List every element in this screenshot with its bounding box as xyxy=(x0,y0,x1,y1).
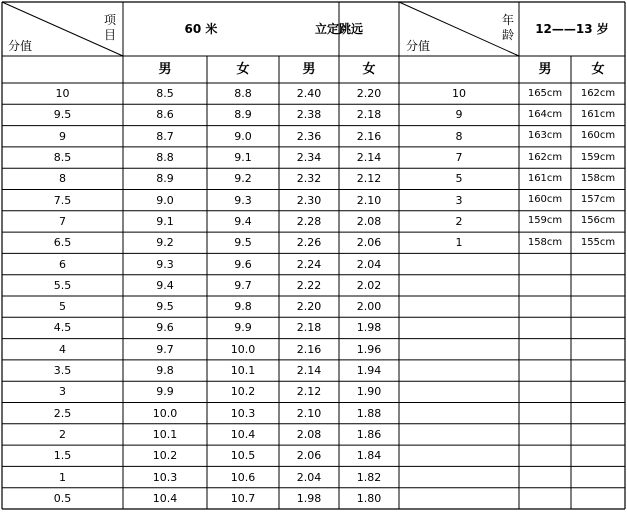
score-cell: 2.5 xyxy=(53,406,72,420)
sprint-female-cell: 10.2 xyxy=(230,385,256,399)
sprint-female-cell: 9.4 xyxy=(234,214,252,228)
subheader-jump-male: 男 xyxy=(302,62,316,77)
height-female-cell: 161cm xyxy=(580,108,616,120)
sprint-male-cell: 10.4 xyxy=(152,491,178,505)
score-cell: 2 xyxy=(59,427,66,441)
sprint-male-cell: 9.5 xyxy=(156,300,174,314)
age-score-cell: 1 xyxy=(455,236,463,250)
sprint-male-cell: 8.5 xyxy=(156,87,174,101)
jump-male-cell: 2.12 xyxy=(296,385,322,399)
sprint-female-cell: 8.9 xyxy=(234,108,252,122)
sprint-female-cell: 10.7 xyxy=(230,491,256,505)
jump-female-cell: 2.20 xyxy=(356,87,382,101)
jump-female-cell: 2.02 xyxy=(356,278,382,292)
sprint-female-cell: 9.6 xyxy=(234,257,252,271)
jump-female-cell: 1.98 xyxy=(356,321,382,335)
score-cell: 3.5 xyxy=(53,364,72,378)
jump-female-cell: 2.00 xyxy=(356,300,382,314)
jump-male-cell: 2.30 xyxy=(296,193,322,207)
score-cell: 1.5 xyxy=(53,449,72,463)
jump-male-cell: 2.14 xyxy=(296,364,322,378)
jump-male-cell: 1.98 xyxy=(296,491,322,505)
jump-female-cell: 1.80 xyxy=(356,491,382,505)
sprint-female-cell: 9.2 xyxy=(234,172,252,186)
score-cell: 8 xyxy=(59,172,66,186)
jump-male-cell: 2.34 xyxy=(296,151,322,165)
age-score-cell: 5 xyxy=(455,172,463,186)
sprint-female-cell: 9.5 xyxy=(234,236,252,250)
jump-female-cell: 2.16 xyxy=(356,129,382,143)
score-cell: 6.5 xyxy=(53,236,72,250)
jump-female-cell: 2.14 xyxy=(356,151,382,165)
score-cell: 9.5 xyxy=(53,108,72,122)
sprint-female-cell: 9.3 xyxy=(234,193,252,207)
sprint-female-cell: 9.7 xyxy=(234,278,252,292)
jump-female-cell: 2.12 xyxy=(356,172,382,186)
sprint-male-cell: 8.9 xyxy=(156,172,174,186)
jump-female-cell: 1.88 xyxy=(356,406,382,420)
jump-male-cell: 2.38 xyxy=(296,108,322,122)
height-female-cell: 157cm xyxy=(580,194,616,206)
height-female-cell: 160cm xyxy=(580,130,616,142)
sprint-female-cell: 9.1 xyxy=(234,151,252,165)
jump-male-cell: 2.24 xyxy=(296,257,322,271)
jump-male-cell: 2.32 xyxy=(296,172,322,186)
age-score-cell: 9 xyxy=(455,108,463,122)
age-score-cell: 7 xyxy=(455,151,463,165)
sprint-female-cell: 9.9 xyxy=(234,321,252,335)
jump-female-cell: 2.06 xyxy=(356,236,382,250)
jump-male-cell: 2.36 xyxy=(296,129,322,143)
sprint-male-cell: 9.6 xyxy=(156,321,174,335)
sprint-female-cell: 10.1 xyxy=(230,364,256,378)
jump-female-cell: 1.90 xyxy=(356,385,382,399)
score-cell: 9 xyxy=(59,129,66,143)
sprint-male-cell: 9.9 xyxy=(156,385,174,399)
height-female-cell: 155cm xyxy=(580,236,616,248)
jump-male-cell: 2.16 xyxy=(296,342,322,356)
jump-female-cell: 2.04 xyxy=(356,257,382,271)
subheader-60m-female: 女 xyxy=(236,62,250,77)
sprint-female-cell: 10.0 xyxy=(230,342,256,356)
jump-male-cell: 2.10 xyxy=(296,406,322,420)
subheader-age-male: 男 xyxy=(538,62,552,77)
sprint-male-cell: 9.1 xyxy=(156,214,174,228)
score-cell: 8.5 xyxy=(53,151,72,165)
jump-female-cell: 1.84 xyxy=(356,449,382,463)
corner-left-item-top: 项 xyxy=(104,13,117,27)
score-cell: 4.5 xyxy=(53,321,72,335)
corner-left-score-label: 分值 xyxy=(8,39,33,53)
sprint-male-cell: 10.3 xyxy=(152,470,178,484)
jump-male-cell: 2.18 xyxy=(296,321,322,335)
score-cell: 4 xyxy=(59,342,66,356)
corner-right-age-top: 年 xyxy=(502,13,515,27)
sprint-male-cell: 8.7 xyxy=(156,129,174,143)
height-female-cell: 156cm xyxy=(580,215,616,227)
score-cell: 1 xyxy=(59,470,66,484)
header-age-range: 12——13 岁 xyxy=(535,22,609,36)
sprint-male-cell: 9.3 xyxy=(156,257,174,271)
sprint-male-cell: 10.1 xyxy=(152,427,178,441)
jump-female-cell: 1.82 xyxy=(356,470,382,484)
sprint-male-cell: 9.2 xyxy=(156,236,174,250)
sprint-female-cell: 9.0 xyxy=(234,129,252,143)
corner-right-score-label: 分值 xyxy=(406,39,431,53)
jump-male-cell: 2.26 xyxy=(296,236,322,250)
sprint-female-cell: 10.6 xyxy=(230,470,256,484)
score-cell: 5 xyxy=(59,300,66,314)
sprint-female-cell: 8.8 xyxy=(234,87,252,101)
age-score-cell: 10 xyxy=(452,87,466,101)
score-cell: 6 xyxy=(59,257,66,271)
jump-male-cell: 2.06 xyxy=(296,449,322,463)
age-score-cell: 3 xyxy=(455,193,463,207)
corner-left-item-bottom: 目 xyxy=(104,28,117,42)
height-female-cell: 162cm xyxy=(580,87,616,99)
jump-male-cell: 2.22 xyxy=(296,278,322,292)
jump-female-cell: 1.96 xyxy=(356,342,382,356)
height-male-cell: 164cm xyxy=(527,108,563,120)
jump-male-cell: 2.28 xyxy=(296,214,322,228)
age-score-cell: 2 xyxy=(455,214,463,228)
header-60m: 60 米 xyxy=(184,22,218,36)
jump-female-cell: 1.86 xyxy=(356,427,382,441)
jump-male-cell: 2.08 xyxy=(296,427,322,441)
jump-female-cell: 2.08 xyxy=(356,214,382,228)
score-cell: 5.5 xyxy=(53,278,72,292)
sprint-male-cell: 9.4 xyxy=(156,278,174,292)
sprint-male-cell: 9.7 xyxy=(156,342,174,356)
score-cell: 3 xyxy=(59,385,66,399)
jump-male-cell: 2.04 xyxy=(296,470,322,484)
sprint-female-cell: 9.8 xyxy=(234,300,252,314)
height-female-cell: 159cm xyxy=(580,151,616,163)
sprint-male-cell: 8.8 xyxy=(156,151,174,165)
subheader-age-female: 女 xyxy=(591,62,605,77)
score-cell: 7.5 xyxy=(53,193,72,207)
jump-male-cell: 2.40 xyxy=(296,87,322,101)
subheader-60m-male: 男 xyxy=(158,62,172,77)
score-cell: 7 xyxy=(59,214,66,228)
corner-right-age-bottom: 龄 xyxy=(502,28,515,42)
sprint-female-cell: 10.5 xyxy=(230,449,256,463)
sprint-male-cell: 9.8 xyxy=(156,364,174,378)
sprint-male-cell: 10.2 xyxy=(152,449,178,463)
height-male-cell: 163cm xyxy=(527,130,563,142)
jump-female-cell: 2.10 xyxy=(356,193,382,207)
height-male-cell: 165cm xyxy=(527,87,563,99)
height-male-cell: 162cm xyxy=(527,151,563,163)
jump-female-cell: 2.18 xyxy=(356,108,382,122)
height-male-cell: 159cm xyxy=(527,215,563,227)
sprint-female-cell: 10.4 xyxy=(230,427,256,441)
score-cell: 10 xyxy=(55,87,70,101)
subheader-jump-female: 女 xyxy=(362,62,376,77)
height-male-cell: 158cm xyxy=(527,236,563,248)
jump-male-cell: 2.20 xyxy=(296,300,322,314)
score-cell: 0.5 xyxy=(53,491,72,505)
height-male-cell: 160cm xyxy=(527,194,563,206)
height-female-cell: 158cm xyxy=(580,172,616,184)
sprint-male-cell: 8.6 xyxy=(156,108,174,122)
header-standing-jump: 立定跳远 xyxy=(314,22,363,36)
sprint-female-cell: 10.3 xyxy=(230,406,256,420)
age-score-cell: 8 xyxy=(455,129,463,143)
sprint-male-cell: 9.0 xyxy=(156,193,174,207)
height-male-cell: 161cm xyxy=(527,172,563,184)
sprint-male-cell: 10.0 xyxy=(152,406,178,420)
jump-female-cell: 1.94 xyxy=(356,364,382,378)
